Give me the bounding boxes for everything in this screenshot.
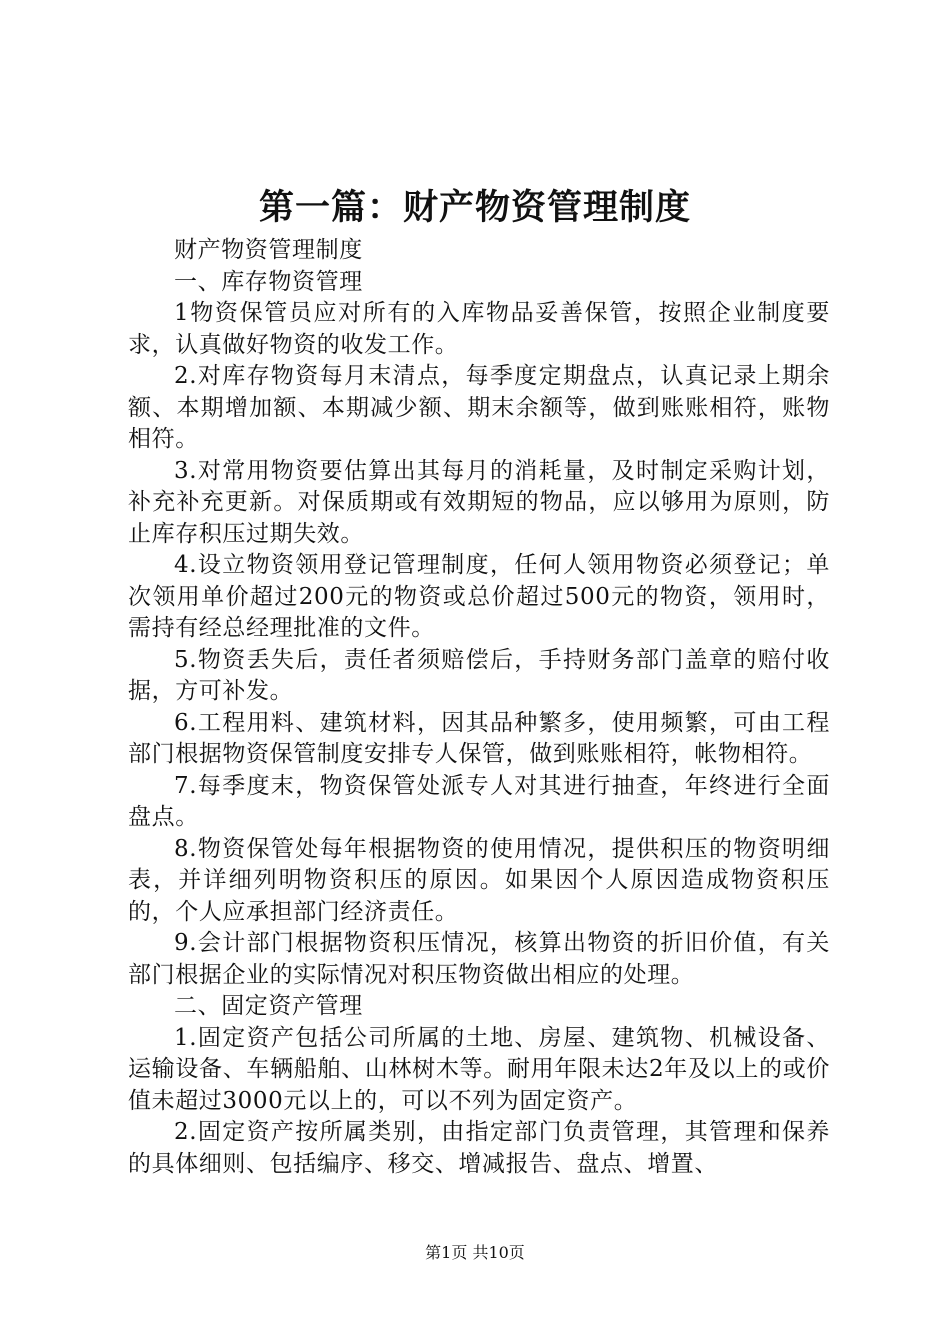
document-body	[128, 235, 830, 1180]
paragraph-item: 3.对常用物资要估算出其每月的消耗量，及时制定采购计划，补充补充更新。对保质期或有效期短的物品，应以够用为原则，防止库存积压过期失效。	[128, 457, 830, 547]
section-heading-fixed-assets: 二、固定资产管理	[174, 993, 363, 1019]
document-title: 第一篇：财产物资管理制度	[258, 187, 691, 228]
paragraph-item: 8.物资保管处每年根据物资的使用情况，提供积压的物资明细表，并详细列明物资积压的原因。如果因个人原因造成物资积压的，个人应承担部门经济责任。	[128, 835, 830, 925]
paragraph-item: 2.对库存物资每月末清点，每季度定期盘点，认真记录上期余额、本期增加额、本期减少额、期末余额等，做到账账相符，账物相符。	[128, 363, 830, 452]
section-heading-inventory: 一、库存物资管理	[174, 268, 363, 295]
page-footer: 第1页 共10页	[425, 1243, 525, 1262]
paragraph-doc-subtitle: 财产物资管理制度	[174, 237, 363, 263]
paragraph-item: 1物资保管员应对所有的入库物品妥善保管，按照企业制度要求，认真做好物资的收发工作。	[128, 300, 830, 358]
paragraph-item: 5.物资丢失后，责任者须赔偿后，手持财务部门盖章的赔付收据，方可补发。	[128, 646, 830, 704]
paragraph-item: 9.会计部门根据物资积压情况，核算出物资的折旧价值，有关部门根据企业的实际情况对积压物资做出相应的处理。	[128, 930, 830, 988]
paragraph-item: 6.工程用料、建筑材料，因其品种繁多，使用频繁，可由工程部门根据物资保管制度安排专人保管，做到账账相符，帐物相符。	[128, 709, 830, 767]
paragraph-item: 4.设立物资领用登记管理制度，任何人领用物资必须登记；单次领用单价超过200元的物资或总价超过500元的物资，领用时，需持有经总经理批准的文件。	[128, 552, 830, 641]
paragraph-item: 7.每季度末，物资保管处派专人对其进行抽查，年终进行全面盘点。	[128, 772, 830, 830]
paragraph-item: 1.固定资产包括公司所属的土地、房屋、建筑物、机械设备、运输设备、车辆船舶、山林树木等。耐用年限未达2年及以上的或价值未超过3000元以上的，可以不列为固定资产。	[128, 1024, 830, 1114]
paragraph-item: 2.固定资产按所属类别，由指定部门负责管理，其管理和保养的具体细则、包括编序、移交、增减报告、盘点、增置、	[128, 1119, 830, 1177]
